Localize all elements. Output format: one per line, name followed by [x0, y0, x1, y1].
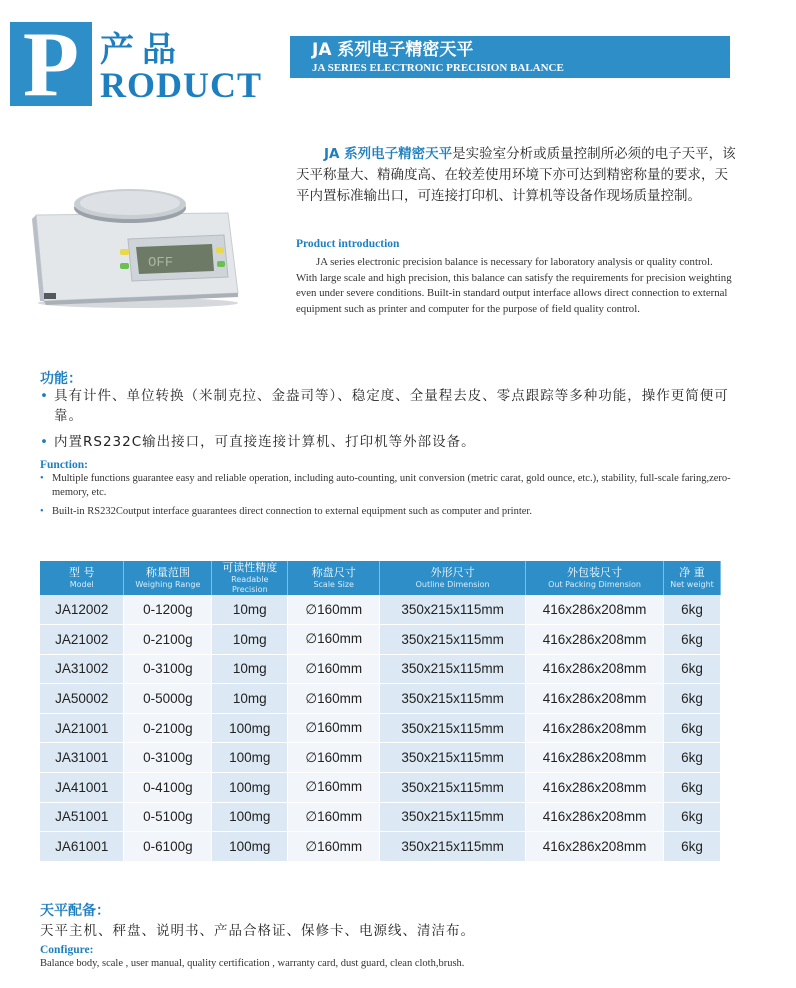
table-row	[40, 743, 721, 773]
table-cell: 100mg	[212, 713, 288, 743]
display-text: OFF	[148, 255, 174, 271]
table-cell: 350x215x115mm	[380, 743, 526, 773]
table-cell: 416x286x208mm	[526, 713, 664, 743]
table-cell: ∅160mm	[288, 684, 380, 714]
table-header-row	[40, 561, 721, 595]
table-cell: ∅160mm	[288, 625, 380, 655]
table-cell: 6kg	[664, 832, 721, 862]
accessories-cn-heading: 天平配备：	[40, 903, 110, 919]
table-cell: JA12002	[40, 595, 124, 625]
function-cn-heading: 功能：	[40, 371, 82, 387]
title-bar	[290, 36, 730, 78]
col-header-outline: 外形尺寸 Outline Dimension	[380, 561, 526, 595]
table-cell: 0-4100g	[124, 773, 212, 803]
table-cell: 350x215x115mm	[380, 802, 526, 832]
table-cell: 416x286x208mm	[526, 595, 664, 625]
bullet-icon: •	[40, 473, 44, 484]
accessories-en-heading: Configure:	[40, 944, 94, 956]
table-cell: 350x215x115mm	[380, 832, 526, 862]
table-cell: 10mg	[212, 625, 288, 655]
col-header-readable: 可读性精度 Readable Precision	[212, 561, 288, 595]
function-en-heading: Function:	[40, 459, 88, 471]
table-row	[40, 802, 721, 832]
col-header-scale: 称盘尺寸 Scale Size	[288, 561, 380, 595]
intro-cn-text: 是实验室分析或质量控制所必须的电子天平，该天平称量大、精确度高、在较差使用环境下亦可达到精密称量的要求，天平内置标准输出口，可连接打印机、计算机等设备作现场质量控制。	[296, 146, 736, 204]
col-header-model: 型 号 Model	[40, 561, 124, 595]
table-cell: 6kg	[664, 713, 721, 743]
accessories-en-text: Balance body, scale , user manual, quality certification , warranty card, dust guard, clean cloth,brush.	[40, 958, 465, 969]
table-cell: 6kg	[664, 595, 721, 625]
table-row	[40, 684, 721, 714]
table-cell: JA50002	[40, 684, 124, 714]
table-cell: ∅160mm	[288, 802, 380, 832]
table-row	[40, 595, 721, 625]
table-row	[40, 654, 721, 684]
col-header-range: 称量范围 Weighing Range	[124, 561, 212, 595]
table-cell: JA61001	[40, 832, 124, 862]
bullet-icon: •	[40, 388, 49, 404]
table-cell: JA41001	[40, 773, 124, 803]
table-cell: ∅160mm	[288, 713, 380, 743]
table-cell: 416x286x208mm	[526, 743, 664, 773]
intro-cn-highlight: JA 系列电子精密天平	[324, 146, 453, 162]
table-cell: ∅160mm	[288, 595, 380, 625]
table-cell: 100mg	[212, 743, 288, 773]
table-cell: 350x215x115mm	[380, 654, 526, 684]
title-en: JA SERIES ELECTRONIC PRECISION BALANCE	[312, 62, 564, 74]
col-header-packing: 外包装尺寸 Out Packing Dimension	[526, 561, 664, 595]
table-cell: 0-5000g	[124, 684, 212, 714]
accessories-cn-text: 天平主机、秤盘、说明书、产品合格证、保修卡、电源线、清洁布。	[40, 923, 475, 939]
list-item: • 内置RS232C输出接口，可直接连接计算机、打印机等外部设备。	[40, 434, 476, 450]
table-cell: 0-6100g	[124, 832, 212, 862]
table-cell: 6kg	[664, 684, 721, 714]
logo-letter: P	[10, 22, 92, 106]
bullet-icon: •	[40, 506, 44, 517]
table-row	[40, 832, 721, 862]
table-cell: 10mg	[212, 654, 288, 684]
table-cell: 350x215x115mm	[380, 773, 526, 803]
list-item: • Built-in RS232Coutput interface guarantees direct connection to external equipment such as computer and printer.	[40, 506, 532, 517]
table-cell: 416x286x208mm	[526, 625, 664, 655]
table-cell: 6kg	[664, 654, 721, 684]
table-cell: JA31002	[40, 654, 124, 684]
title-cn: JA 系列电子精密天平	[312, 40, 474, 60]
table-cell: JA21002	[40, 625, 124, 655]
table-cell: 416x286x208mm	[526, 684, 664, 714]
table-cell: 416x286x208mm	[526, 832, 664, 862]
intro-en-text: JA series electronic precision balance is necessary for laboratory analysis or quality control. With large scale and high precision, this balance can satisfy the requirements for precision weighting even under severe conditions. Built-in standard output interface allows direct connection to external equipment such as printer and computer for the purpose of field quality control.	[296, 256, 732, 315]
table-row	[40, 773, 721, 803]
table-cell: 416x286x208mm	[526, 654, 664, 684]
table-cell: ∅160mm	[288, 743, 380, 773]
table-row	[40, 713, 721, 743]
list-item: • Multiple functions guarantee easy and reliable operation, including auto-counting, unit conversion (metric carat, gold ounce, etc.), stability, full-scale faring,zero-memory, etc.	[40, 473, 731, 498]
table-row	[40, 625, 721, 655]
table-cell: 100mg	[212, 832, 288, 862]
table-cell: 6kg	[664, 802, 721, 832]
table-cell: 0-2100g	[124, 713, 212, 743]
intro-cn	[296, 144, 736, 207]
table-cell: JA21001	[40, 713, 124, 743]
table-cell: 0-5100g	[124, 802, 212, 832]
function-en-list	[40, 472, 750, 524]
table-cell: 416x286x208mm	[526, 802, 664, 832]
table-cell: 100mg	[212, 773, 288, 803]
table-cell: 6kg	[664, 743, 721, 773]
table-cell: 0-3100g	[124, 743, 212, 773]
table-cell: 350x215x115mm	[380, 713, 526, 743]
logo-en-text: RODUCT	[100, 65, 263, 105]
table-cell: 416x286x208mm	[526, 773, 664, 803]
spec-table	[40, 561, 721, 862]
balance-product-image	[28, 175, 248, 310]
function-cn-list	[40, 386, 740, 458]
table-cell: 0-3100g	[124, 654, 212, 684]
table-cell: JA31001	[40, 743, 124, 773]
table-cell: 6kg	[664, 773, 721, 803]
table-cell: 10mg	[212, 595, 288, 625]
bullet-icon: •	[40, 434, 49, 450]
intro-en-title: Product introduction	[296, 238, 400, 250]
table-cell: 0-1200g	[124, 595, 212, 625]
col-header-weight: 净 重 Net weight	[664, 561, 721, 595]
table-cell: 10mg	[212, 684, 288, 714]
table-cell: ∅160mm	[288, 654, 380, 684]
table-cell: 350x215x115mm	[380, 684, 526, 714]
table-cell: 6kg	[664, 625, 721, 655]
list-item: • 具有计件、单位转换（米制克拉、金盎司等）、稳定度、全量程去皮、零点跟踪等多种功能，操作更简便可靠。	[40, 388, 729, 424]
logo-cn-text: 产品	[100, 30, 184, 70]
table-cell: 100mg	[212, 802, 288, 832]
table-cell: ∅160mm	[288, 832, 380, 862]
table-cell: JA51001	[40, 802, 124, 832]
table-cell: 350x215x115mm	[380, 595, 526, 625]
table-cell: 350x215x115mm	[380, 625, 526, 655]
table-cell: 0-2100g	[124, 625, 212, 655]
table-cell: ∅160mm	[288, 773, 380, 803]
